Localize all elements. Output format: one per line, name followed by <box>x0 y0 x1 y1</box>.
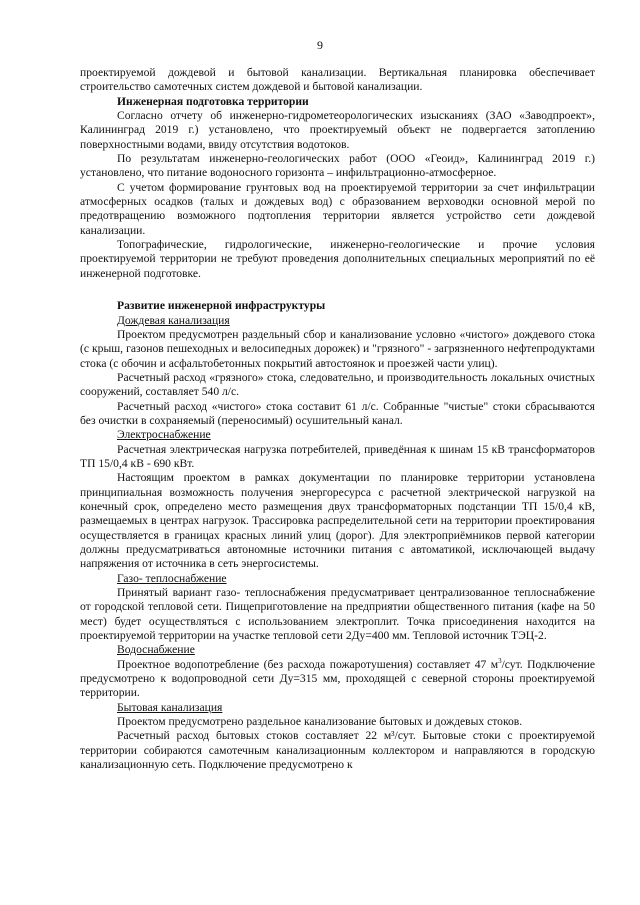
subsection-heading: Электроснабжение <box>117 428 211 442</box>
paragraph: По результатам инженерно-геологических работ (ООО «Геоид», Калининград 2019 г.) установлено, что питание водоносного горизонта – инфильтрационно-атмосферное. <box>80 152 595 180</box>
section-heading: Развитие инженерной инфраструктуры <box>117 299 326 313</box>
paragraph-part: /сут. Подключение предусмотрено к водопроводной сети Ду=315 мм, проходящей с северной стороны проектируемой территории. <box>80 657 596 700</box>
paragraph: Расчетный расход «чистого» стока составит 61 л/с. Собранные "чистые" стоки сбрасываются без очистки в сохраняемый (переносимый) осушительный канал. <box>80 399 595 427</box>
paragraph: С учетом формирование грунтовых вод на проектируемой территории за счет инфильтрации атмосферных осадков (талых и дождевых вод) с образованием верховодки основной мерой по предотвращению возможного подтопления территории является устройство сети дождевой канализации. <box>80 180 595 237</box>
paragraph: Настоящим проектом в рамках документации по планировке территории установлена принципиальная возможность получения энергоресурса с расчетной электрической нагрузкой на конечный срок, определено место размещения двух трансформаторных подстанции ТП 15/0,4 кВ, размещаемых в центрах нагрузок. Трассировка распределительной сети на территории проектирования осуществляется в границах красных линий улиц (дорог). Для электроприёмников первой категории должны предусматриваться автономные источники питания с автоматикой, исключающей выдачу напряжения от источника в сеть энергосистемы. <box>80 471 595 571</box>
subsection-heading: Водоснабжение <box>117 643 195 657</box>
paragraph: Принятый вариант газо- теплоснабжения предусматривает централизованное теплоснабжение от городской тепловой сети. Пищеприготовление на предприятии общественного питания (кафе на 50 мест) будет осуществляться с использованием электроплит. Точка присоединения находится на проектируемой территории на участке тепловой сети 2Ду=400 мм. Тепловой источник ТЭЦ-2. <box>80 586 595 643</box>
paragraph: Проектом предусмотрено раздельное канализование бытовых и дождевых стоков. <box>117 715 523 729</box>
paragraph-part: Проектное водопотребление (без расхода пожаротушения) составляет 47 м <box>117 657 499 671</box>
section-heading: Инженерная подготовка территории <box>117 94 309 108</box>
paragraph: проектируемой дождевой и бытовой канализации. Вертикальная планировка обеспечивает строительство самотечных систем дождевой и бытовой канализации. <box>80 66 595 94</box>
page-number: 9 <box>317 38 323 52</box>
paragraph: Расчетный расход бытовых стоков составляет 22 м³/сут. Бытовые стоки с проектируемой территории собираются самотечным канализационным коллектором и направляются в городскую канализационную сеть. Подключение предусмотрено к <box>80 729 595 772</box>
superscript: 3 <box>498 656 502 665</box>
subsection-heading: Газо- теплоснабжение <box>117 571 227 585</box>
spacer <box>80 281 595 299</box>
document-body <box>80 66 595 773</box>
paragraph: Топографические, гидрологические, инженерно-геологические и прочие условия проектируемой территории не требуют проведения дополнительных специальных мероприятий по её инженерной подготовке. <box>80 238 595 280</box>
paragraph: Проектом предусмотрен раздельный сбор и канализование условно «чистого» дождевого стока (с крыш, газонов пешеходных и велосипедных дорожек) и "грязного" - загрязненного нефтепродуктами стока (с обочин и асфальтобетонных покрытий автостоянок и проезжей части улиц). <box>80 327 595 370</box>
paragraph: Расчетный расход «грязного» стока, следовательно, и производительность локальных очистных сооружений, составляет 540 л/с. <box>80 370 595 399</box>
paragraph: Расчетная электрическая нагрузка потребителей, приведённая к шинам 15 кВ трансформаторов ТП 15/0,4 кВ - 690 кВт. <box>80 442 595 470</box>
subsection-heading: Дождевая канализация <box>117 313 230 327</box>
paragraph: Согласно отчету об инженерно-гидрометеорологических изысканиях (ЗАО «Заводпроект», Калининград 2019 г.) установлено, что проектируемый объект не подвергается затоплению поверхностными водами, ввиду отсутствия водотоков. <box>80 109 595 151</box>
paragraph <box>80 658 595 701</box>
subsection-heading: Бытовая канализация <box>117 700 223 714</box>
